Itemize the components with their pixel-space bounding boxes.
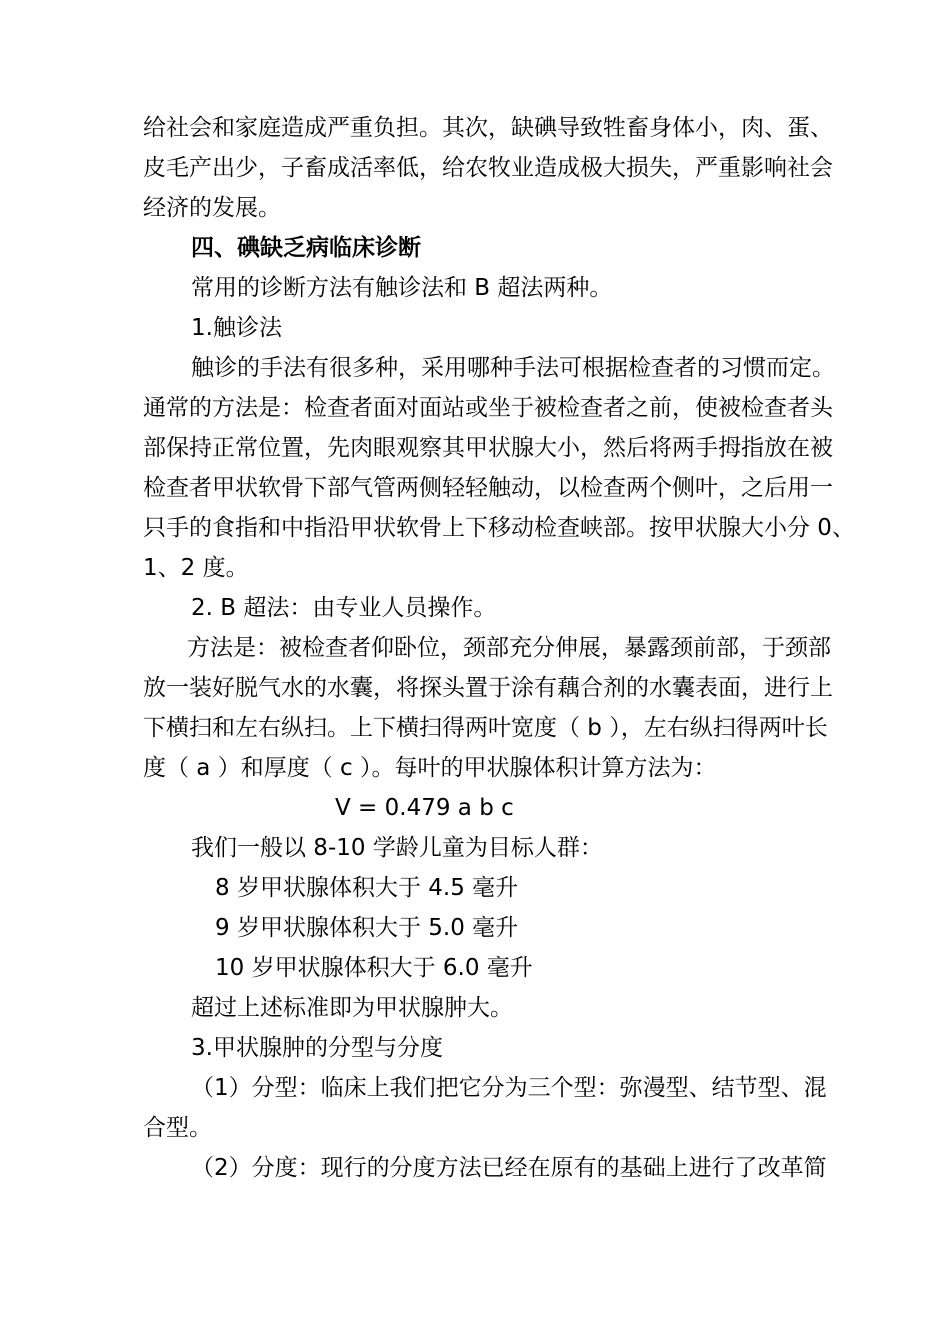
body-text-line: 皮毛产出少，子畜成活率低，给农牧业造成极大损失，严重影响社会	[143, 155, 833, 181]
list-item: 9 岁甲状腺体积大于 5.0 毫升	[215, 915, 519, 941]
list-item: 8 岁甲状腺体积大于 4.5 毫升	[215, 875, 519, 901]
body-text-line: 部保持正常位置，先肉眼观察其甲状腺大小，然后将两手拇指放在被	[143, 435, 833, 461]
list-item: 10 岁甲状腺体积大于 6.0 毫升	[215, 955, 533, 981]
body-text-line: 检查者甲状软骨下部气管两侧轻轻触动，以检查两个侧叶，之后用一	[143, 475, 833, 501]
body-text-line: 超过上述标准即为甲状腺肿大。	[191, 995, 513, 1021]
body-text-line: 给社会和家庭造成严重负担。其次，缺碘导致牲畜身体小，肉、蛋、	[143, 115, 833, 141]
subheading: 2. B 超法：由专业人员操作。	[191, 595, 497, 621]
body-text-line: 通常的方法是：检查者面对面站或坐于被检查者之前，使被检查者头	[143, 395, 833, 421]
subheading: 1.触诊法	[191, 315, 282, 341]
body-text-line: 我们一般以 8-10 学龄儿童为目标人群：	[191, 835, 603, 861]
body-text-line: 经济的发展。	[143, 195, 281, 221]
body-text-line: （1）分型：临床上我们把它分为三个型：弥漫型、结节型、混	[191, 1075, 827, 1101]
body-text-line: 合型。	[143, 1115, 212, 1141]
body-text-line: 方法是：被检查者仰卧位，颈部充分伸展，暴露颈前部，于颈部	[187, 635, 831, 661]
section-heading: 四、碘缺乏病临床诊断	[191, 235, 421, 261]
body-text-line: 放一装好脱气水的水囊，将探头置于涂有藕合剂的水囊表面，进行上	[143, 675, 833, 701]
body-text-line: 1、2 度。	[143, 555, 249, 581]
body-text-line: （2）分度：现行的分度方法已经在原有的基础上进行了改革简	[191, 1155, 827, 1181]
body-text-line: 只手的食指和中指沿甲状软骨上下移动检查峡部。按甲状腺大小分 0、	[143, 515, 855, 541]
body-text-line: 下横扫和左右纵扫。上下横扫得两叶宽度（ b ），左右纵扫得两叶长	[143, 715, 828, 741]
body-text-line: 度（ a ）和厚度（ c ）。每叶的甲状腺体积计算方法为：	[143, 755, 717, 781]
formula: V = 0.479 a b c	[335, 795, 514, 821]
subheading: 3.甲状腺肿的分型与分度	[191, 1035, 443, 1061]
body-text-line: 触诊的手法有很多种，采用哪种手法可根据检查者的习惯而定。	[191, 355, 835, 381]
body-text-line: 常用的诊断方法有触诊法和 B 超法两种。	[191, 275, 613, 301]
